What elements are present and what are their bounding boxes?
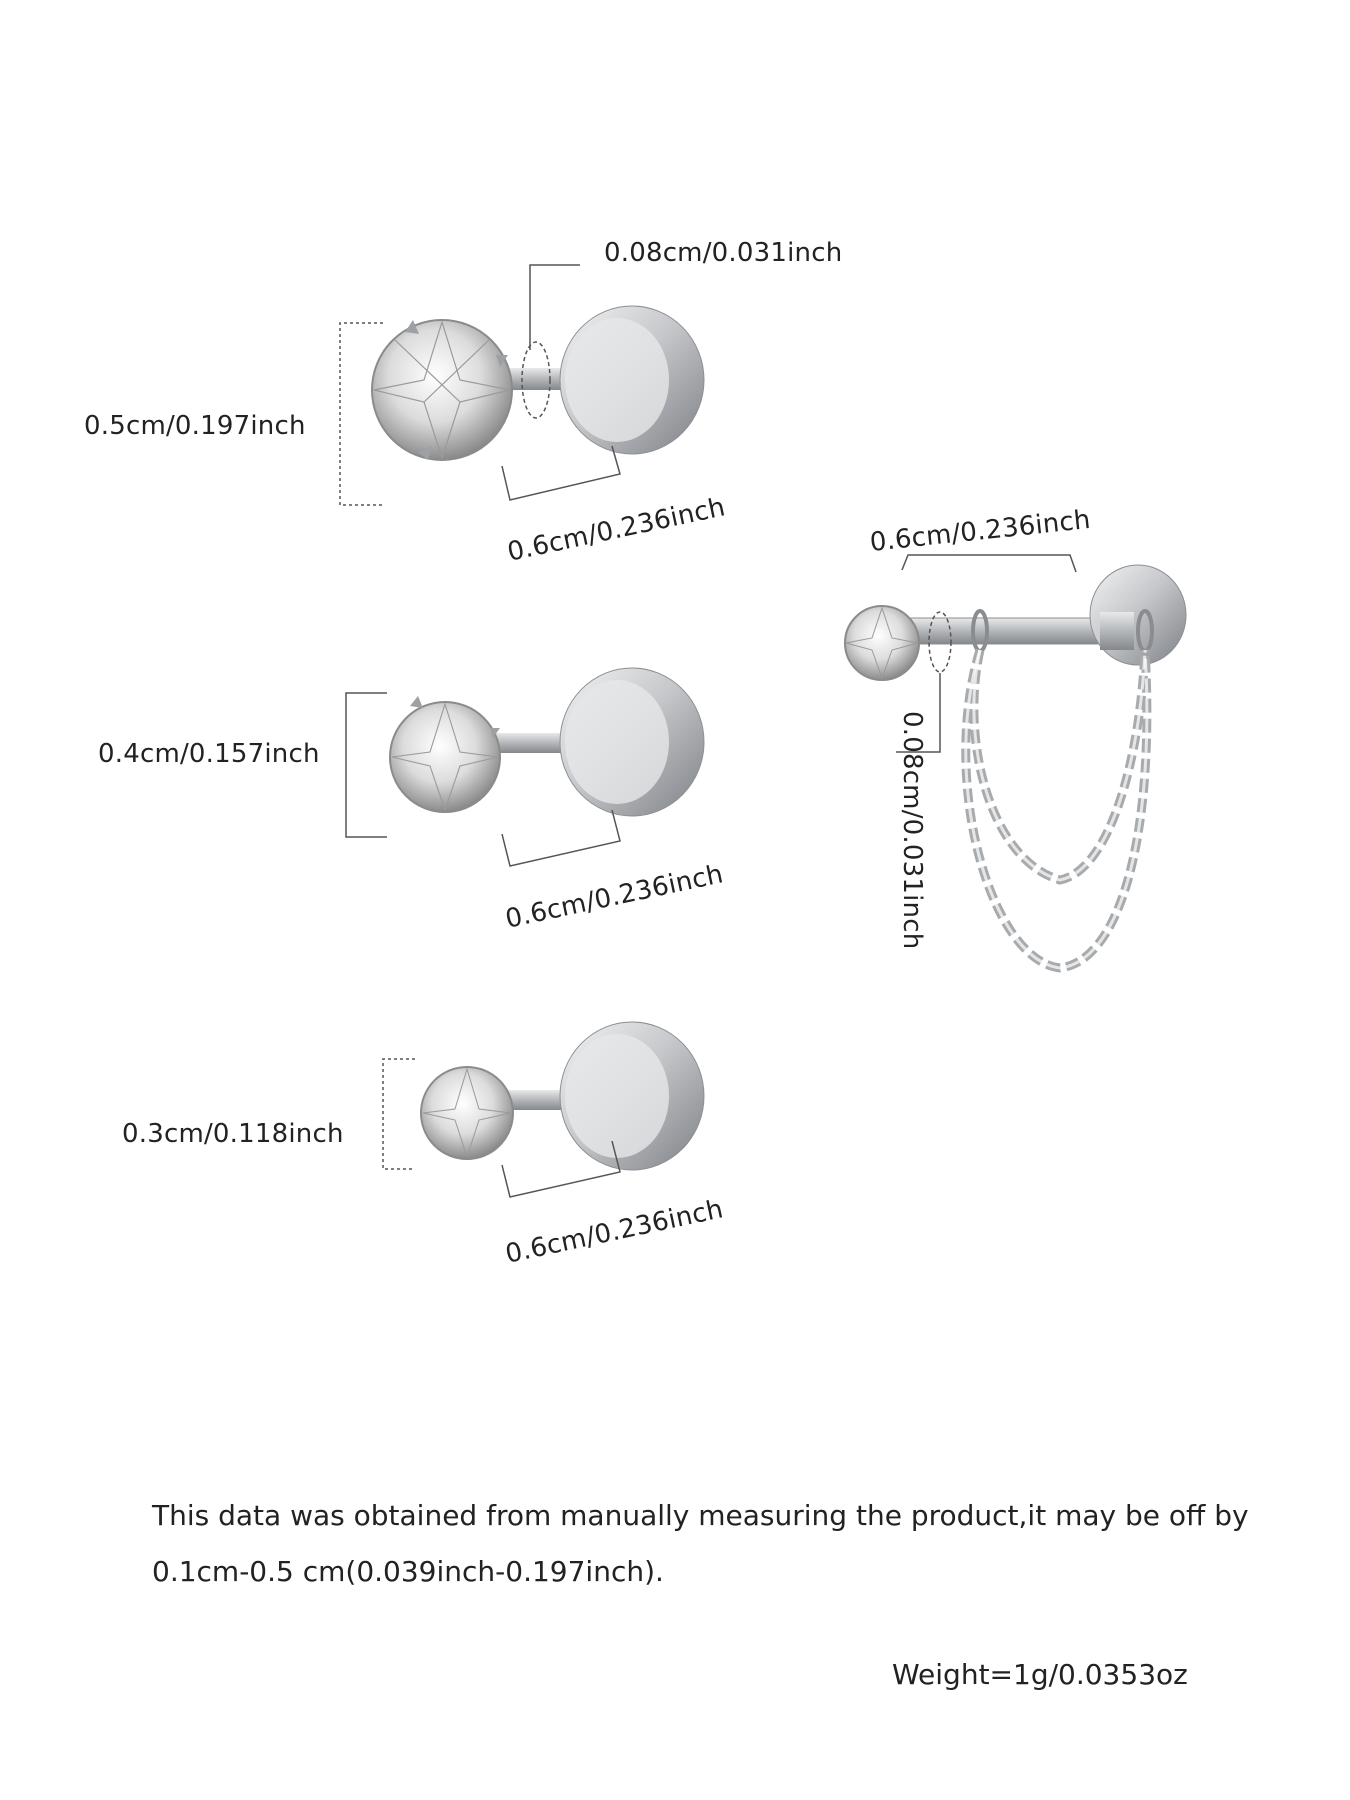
chain-inner <box>974 650 1145 880</box>
small-gem-size-label: 0.3cm/0.118inch <box>122 1119 344 1149</box>
back-diameter-bracket <box>502 810 620 866</box>
chain-bar-thickness-label: 0.08cm/0.031inch <box>897 711 927 950</box>
gem-chain-stud <box>845 606 919 680</box>
gem-size-bracket <box>346 693 387 837</box>
chain-bar-length-label: 0.6cm/0.236inch <box>868 504 1092 558</box>
large-bar-thickness-label: 0.08cm/0.031inch <box>604 238 843 268</box>
measurement-disclaimer: This data was obtained from manually measuring the product,it may be off by 0.1cm-0.5 cm(0.039inch-0.197inch). <box>152 1499 1249 1588</box>
stud-large <box>372 306 704 460</box>
medium-gem-size-label: 0.4cm/0.157inch <box>98 739 320 769</box>
medium-back-diameter-label: 0.6cm/0.236inch <box>502 859 726 935</box>
small-back-diameter-label: 0.6cm/0.236inch <box>502 1194 726 1270</box>
bar-length-bracket <box>902 555 1076 572</box>
gem-size-bracket <box>383 1059 415 1169</box>
gem-small <box>421 1067 513 1159</box>
gem-medium <box>390 702 500 812</box>
weight-label: Weight=1g/0.0353oz <box>892 1658 1188 1691</box>
back-diameter-bracket <box>502 446 620 500</box>
large-gem-size-label: 0.5cm/0.197inch <box>84 411 306 441</box>
large-back-diameter-label: 0.6cm/0.236inch <box>504 492 728 568</box>
stud-small <box>421 1022 704 1170</box>
stud-medium <box>390 668 704 816</box>
gem-large <box>372 320 512 460</box>
